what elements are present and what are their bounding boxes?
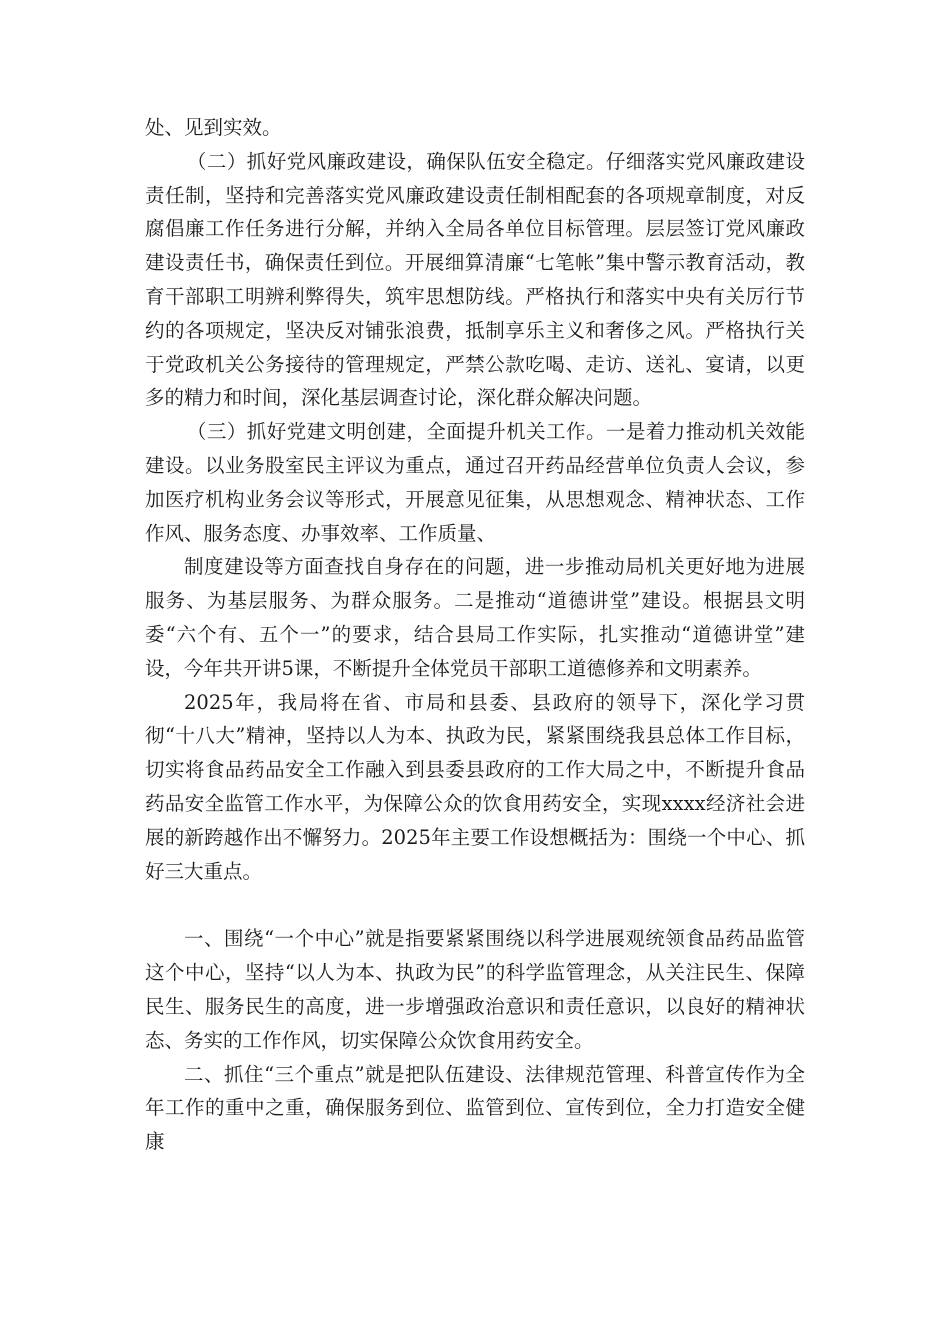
paragraph-section-3: （三）抓好党建文明创建，全面提升机关工作。一是着力推动机关效能建设。以业务股室民主评议为重点，通过召开药品经营单位负责人会议，参加医疗机构业务会议等形式，开展意见征集，从思想观念、精神状态、工作作风、服务态度、办事效率、工作质量、 — [145, 420, 805, 545]
paragraph-section-2: （二）抓好党风廉政建设，确保队伍安全稳定。仔细落实党风廉政建设责任制，坚持和完善落实党风廉政建设责任制相配套的各项规章制度，对反腐倡廉工作任务进行分解，并纳入全局各单位目标管理。层层签订党风廉政建设责任书，确保责任到位。开展细算清廉“七笔帐”集中警示教育活动，教育干部职工明辨利弊得失，筑牢思想防线。严格执行和落实中央有关厉行节约的各项规定，坚决反对铺张浪费，抵制享乐主义和奢侈之风。严格执行关于党政机关公务接待的管理规定，严禁公款吃喝、走访、送礼、宴请，以更多的精力和时间，深化基层调查讨论，深化群众解决问题。 — [145, 149, 805, 410]
paragraph-continuation: 处、见到实效。 — [145, 116, 282, 139]
paragraph-three-priorities: 二、抓住“三个重点”就是把队伍建设、法律规范管理、科普宣传作为全年工作的重中之重，确保服务到位、监管到位、宣传到位，全力打造安全健康 — [145, 1062, 805, 1154]
paragraph-section-3-continued: 制度建设等方面查找自身存在的问题，进一步推动局机关更好地为进展服务、为基层服务、为群众服务。二是推动“道德讲堂”建设。根据县文明委“六个有、五个一”的要求，结合县局工作实际，扎实推动“道德讲堂”建设，今年共开讲5课，不断提升全体党员干部职工道德修养和文明素养。 — [145, 555, 805, 680]
paragraph-2025-plan: 2025年，我局将在省、市局和县委、县政府的领导下，深化学习贯彻“十八大”精神，坚持以人为本、执政为民，紧紧围绕我县总体工作目标，切实将食品药品安全工作融入到县委县政府的工作大局之中，不断提升食品药品安全监管工作水平，为保障公众的饮食用药安全，实现xxxx经济社会进展的新跨越作出不懈努力。2025年主要工作设想概括为：围绕一个中心、抓好三大重点。 — [145, 690, 805, 883]
document-body — [145, 111, 805, 1159]
paragraph-spacer — [145, 888, 805, 922]
paragraph-one-center: 一、围绕“一个中心”就是指要紧紧围绕以科学进展观统领食品药品监管这个中心，坚持“以人为本、执政为民”的科学监管理念，从关注民生、保障民生、服务民生的高度，进一步增强政治意识和责任意识，以良好的精神状态、务实的工作作风，切实保障公众饮食用药安全。 — [145, 927, 805, 1052]
